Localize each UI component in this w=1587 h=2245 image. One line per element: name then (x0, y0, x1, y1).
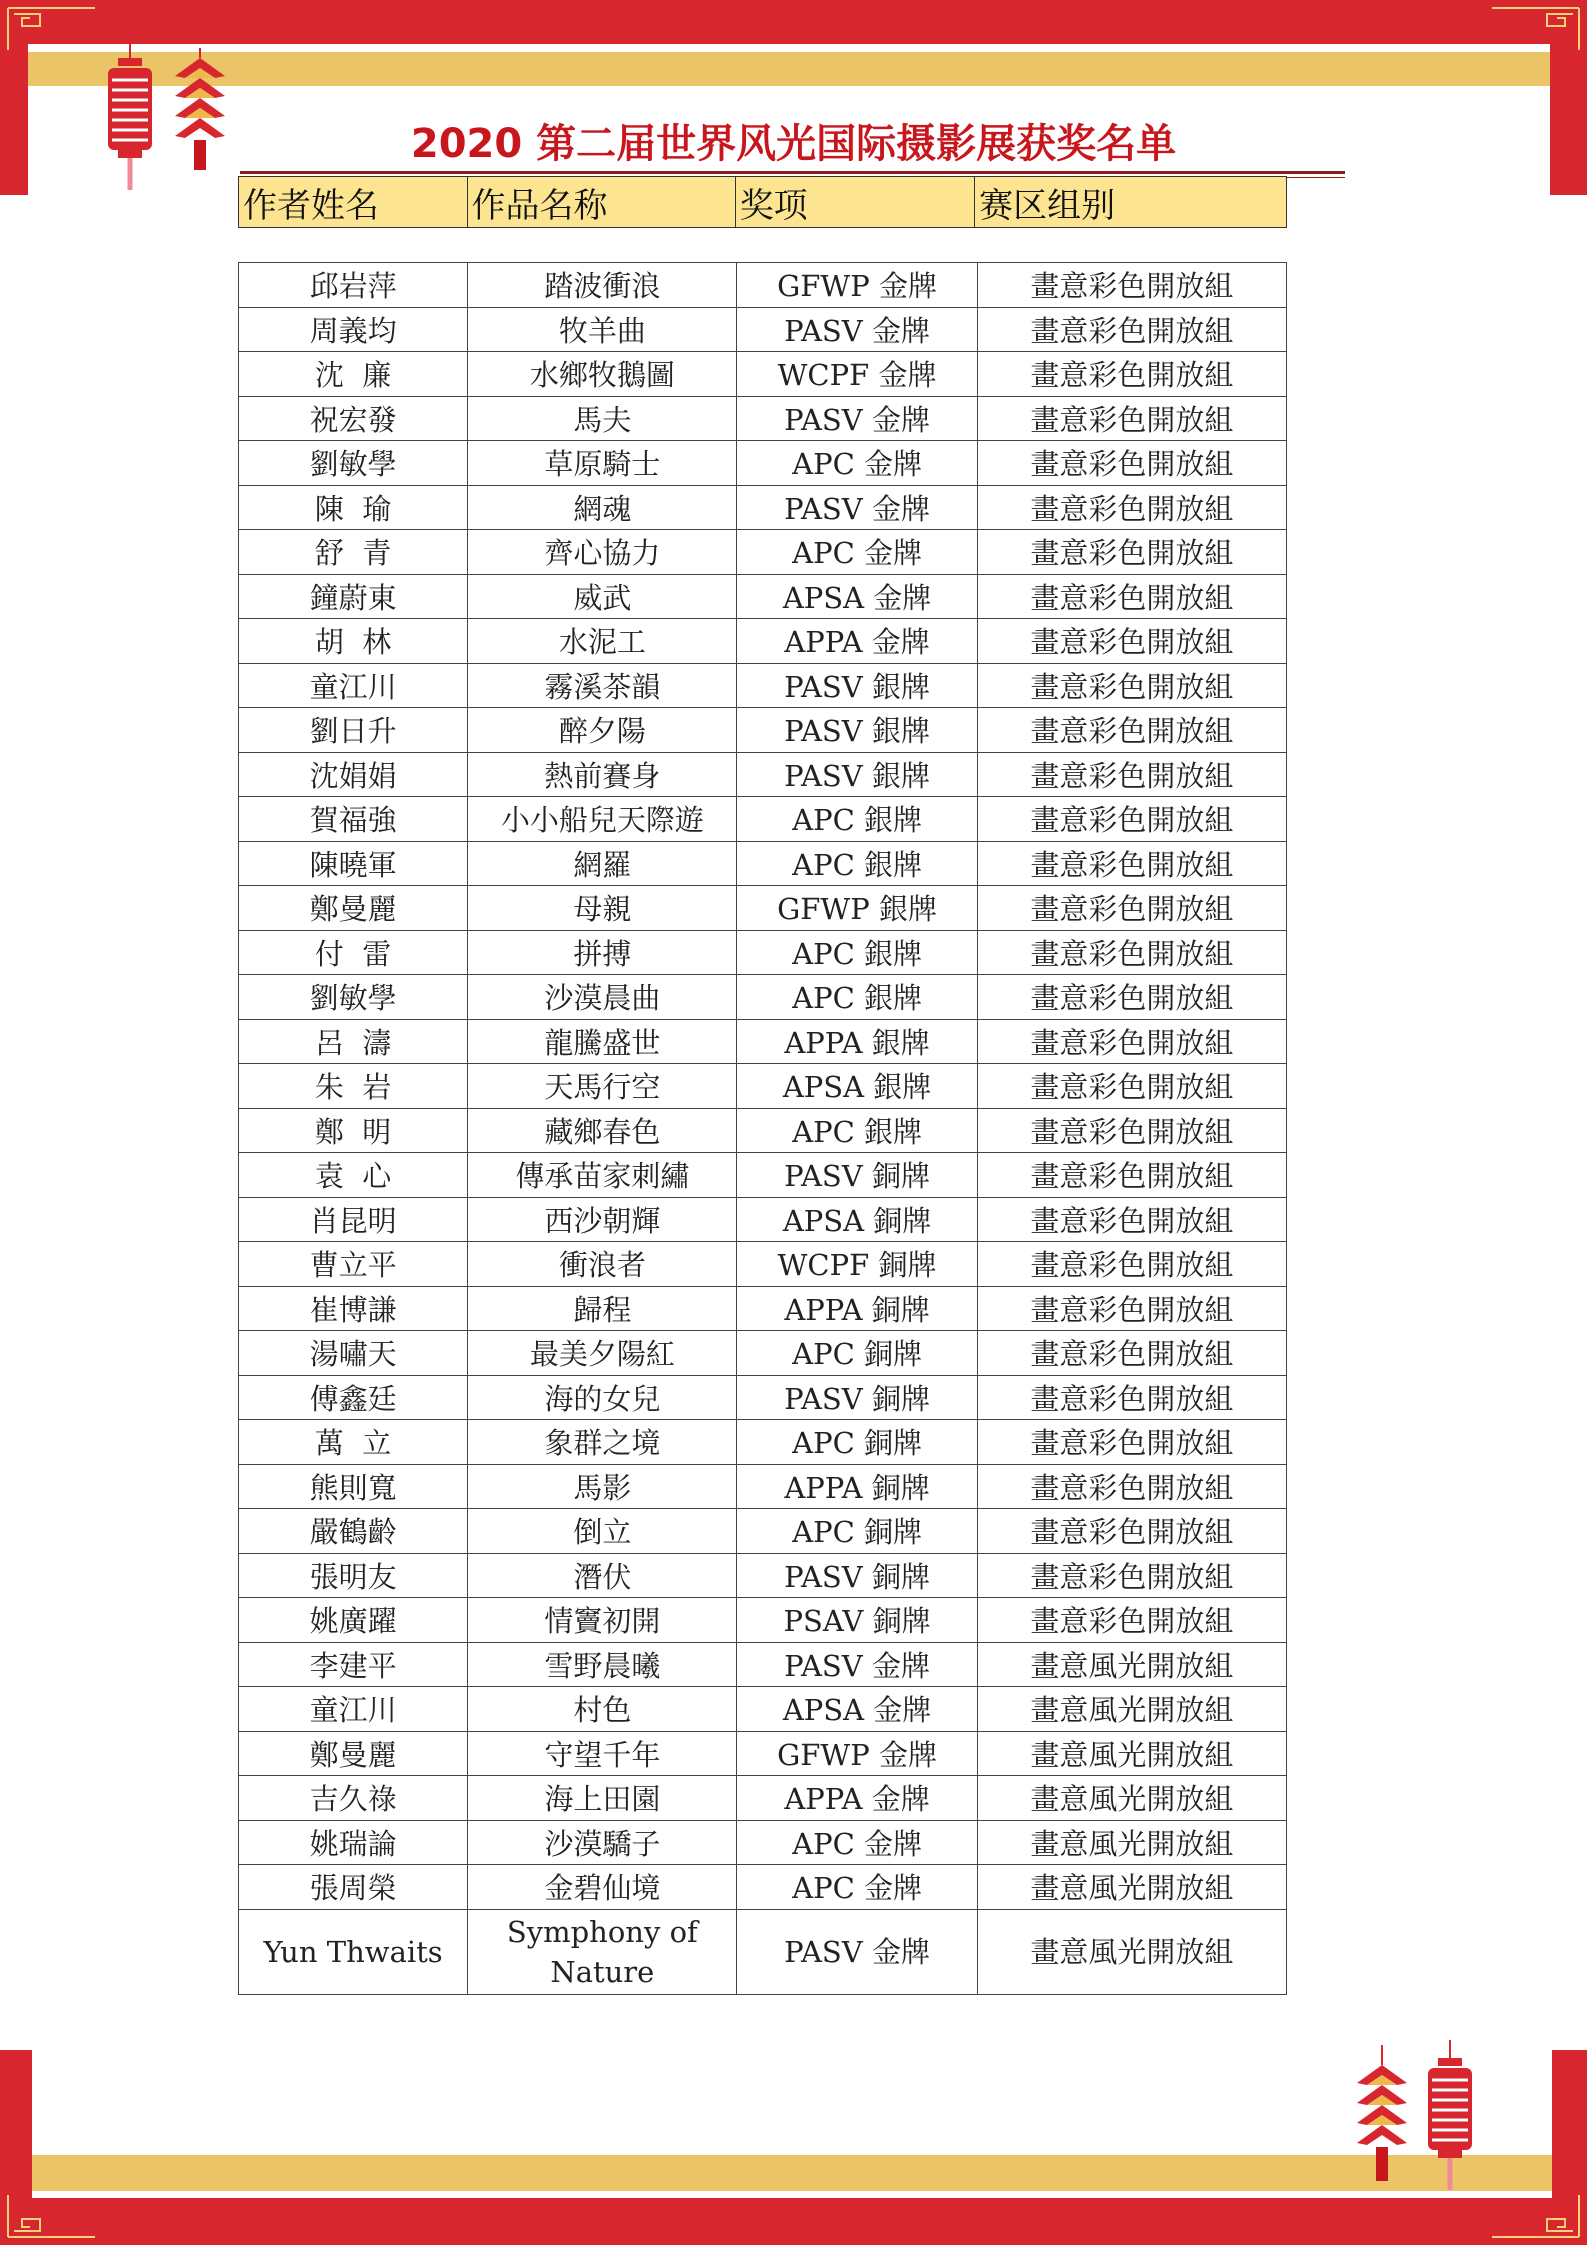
table-row (239, 1509, 1287, 1554)
cell-work: 威武 (468, 574, 737, 619)
cell-author: 賀福強 (239, 797, 468, 842)
frame-top-gold-band (28, 52, 1550, 86)
corner-ornament-top-left (0, 0, 110, 60)
cell-work: 龍騰盛世 (468, 1019, 737, 1064)
cell-author: 呂 濤 (239, 1019, 468, 1064)
cell-award: APC 銀牌 (737, 975, 977, 1020)
cell-award: PASV 金牌 (737, 1909, 977, 1994)
table-row (239, 1553, 1287, 1598)
table-row (239, 1286, 1287, 1331)
cell-division: 畫意彩色開放組 (977, 263, 1286, 308)
cell-author: 吉久祿 (239, 1776, 468, 1821)
cell-award: APPA 金牌 (737, 619, 977, 664)
cell-author: 劉敏學 (239, 975, 468, 1020)
table-row (239, 1375, 1287, 1420)
cell-work: 天馬行空 (468, 1064, 737, 1109)
cell-work: 水鄉牧鵝圖 (468, 352, 737, 397)
cell-division: 畫意彩色開放組 (977, 1108, 1286, 1153)
table-row (239, 263, 1287, 308)
cell-division: 畫意彩色開放組 (977, 1286, 1286, 1331)
cell-author: 姚廣躍 (239, 1598, 468, 1643)
cell-work: 馬夫 (468, 396, 737, 441)
cell-division: 畫意風光開放組 (977, 1687, 1286, 1732)
cell-work: 雪野晨曦 (468, 1642, 737, 1687)
cell-award: APC 銀牌 (737, 797, 977, 842)
table-row (239, 1019, 1287, 1064)
cell-work: 網魂 (468, 485, 737, 530)
cell-work: 網羅 (468, 841, 737, 886)
table-row (239, 752, 1287, 797)
cell-award: PASV 銀牌 (737, 663, 977, 708)
cell-author: 陳 瑜 (239, 485, 468, 530)
cell-author: 鄭曼麗 (239, 886, 468, 931)
cell-award: PSAV 銅牌 (737, 1598, 977, 1643)
cell-division: 畫意彩色開放組 (977, 841, 1286, 886)
corner-ornament-bottom-left (0, 2185, 110, 2245)
cell-work: 守望千年 (468, 1731, 737, 1776)
cell-author: Yun Thwaits (239, 1909, 468, 1994)
cell-work: 海上田園 (468, 1776, 737, 1821)
cell-award: APC 銅牌 (737, 1509, 977, 1554)
cell-work: 齊心協力 (468, 530, 737, 575)
page-title: 2020 第二届世界风光国际摄影展获奖名单 (410, 121, 1177, 167)
cell-division: 畫意風光開放組 (977, 1820, 1286, 1865)
cell-division: 畫意彩色開放組 (977, 1019, 1286, 1064)
cell-author: 傅鑫廷 (239, 1375, 468, 1420)
cell-author: 童江川 (239, 663, 468, 708)
cell-author: 熊則寬 (239, 1464, 468, 1509)
cell-division: 畫意彩色開放組 (977, 441, 1286, 486)
table-row (239, 1820, 1287, 1865)
cell-division: 畫意風光開放組 (977, 1642, 1286, 1687)
cell-division: 畫意彩色開放組 (977, 307, 1286, 352)
cell-award: WCPF 銅牌 (737, 1242, 977, 1287)
table-row (239, 663, 1287, 708)
cell-author: 沈娟娟 (239, 752, 468, 797)
cell-award: APC 銀牌 (737, 930, 977, 975)
table-row (239, 975, 1287, 1020)
cell-award: PASV 金牌 (737, 396, 977, 441)
table-row (239, 1153, 1287, 1198)
cell-work: 霧溪茶韻 (468, 663, 737, 708)
table-row (239, 1108, 1287, 1153)
cell-division: 畫意彩色開放組 (977, 1064, 1286, 1109)
cell-award: APC 金牌 (737, 1865, 977, 1910)
cell-award: PASV 銀牌 (737, 752, 977, 797)
cell-award: PASV 金牌 (737, 1642, 977, 1687)
cell-award: PASV 金牌 (737, 307, 977, 352)
table-row (239, 1598, 1287, 1643)
cell-award: PASV 銅牌 (737, 1153, 977, 1198)
cell-award: APSA 金牌 (737, 1687, 977, 1732)
cell-author: 李建平 (239, 1642, 468, 1687)
header-table (238, 176, 1287, 228)
cell-author: 姚瑞論 (239, 1820, 468, 1865)
cell-author: 祝宏發 (239, 396, 468, 441)
cell-award: APC 銅牌 (737, 1420, 977, 1465)
cell-award: APPA 銅牌 (737, 1286, 977, 1331)
cell-award: PASV 銅牌 (737, 1553, 977, 1598)
cell-work: 牧羊曲 (468, 307, 737, 352)
cell-award: APPA 金牌 (737, 1776, 977, 1821)
corner-ornament-bottom-right (1477, 2185, 1587, 2245)
cell-division: 畫意彩色開放組 (977, 1553, 1286, 1598)
cell-work: 水泥工 (468, 619, 737, 664)
cell-author: 邱岩萍 (239, 263, 468, 308)
cell-division: 畫意彩色開放組 (977, 1153, 1286, 1198)
cell-award: APPA 銀牌 (737, 1019, 977, 1064)
table-row (239, 1064, 1287, 1109)
cell-award: APC 金牌 (737, 441, 977, 486)
cell-work: 象群之境 (468, 1420, 737, 1465)
cell-work: 歸程 (468, 1286, 737, 1331)
cell-work: 沙漠晨曲 (468, 975, 737, 1020)
cell-division: 畫意風光開放組 (977, 1776, 1286, 1821)
table-row (239, 1420, 1287, 1465)
cell-division: 畫意彩色開放組 (977, 485, 1286, 530)
cell-author: 周義均 (239, 307, 468, 352)
cell-author: 鄭曼麗 (239, 1731, 468, 1776)
cell-author: 付 雷 (239, 930, 468, 975)
cell-work: 西沙朝輝 (468, 1197, 737, 1242)
cell-author: 鐘蔚東 (239, 574, 468, 619)
cell-award: APSA 銅牌 (737, 1197, 977, 1242)
cell-division: 畫意彩色開放組 (977, 1598, 1286, 1643)
cell-work: 熱前賽身 (468, 752, 737, 797)
cell-work: 馬影 (468, 1464, 737, 1509)
cell-work: 金碧仙境 (468, 1865, 737, 1910)
header-author: 作者姓名 (239, 177, 468, 228)
table-row (239, 1865, 1287, 1910)
header-division: 赛区组别 (975, 177, 1287, 228)
table-row (239, 619, 1287, 664)
header-row (239, 177, 1287, 228)
cell-author: 鄭 明 (239, 1108, 468, 1153)
frame-bottom-gold-band (32, 2155, 1552, 2191)
cell-work: 拼搏 (468, 930, 737, 975)
cell-work: 草原騎士 (468, 441, 737, 486)
cell-award: PASV 銅牌 (737, 1375, 977, 1420)
cell-work: 傳承苗家刺繡 (468, 1153, 737, 1198)
cell-author: 朱 岩 (239, 1064, 468, 1109)
cell-division: 畫意彩色開放組 (977, 663, 1286, 708)
cell-work: 海的女兒 (468, 1375, 737, 1420)
cell-author: 沈 廉 (239, 352, 468, 397)
cell-author: 張周榮 (239, 1865, 468, 1910)
table-row (239, 886, 1287, 931)
cell-award: PASV 金牌 (737, 485, 977, 530)
cell-division: 畫意彩色開放組 (977, 1242, 1286, 1287)
table-row (239, 1197, 1287, 1242)
cell-division: 畫意彩色開放組 (977, 530, 1286, 575)
cell-award: APC 銀牌 (737, 841, 977, 886)
table-row (239, 1731, 1287, 1776)
cell-author: 陳曉軍 (239, 841, 468, 886)
cell-work: 最美夕陽紅 (468, 1331, 737, 1376)
cell-work: 潛伏 (468, 1553, 737, 1598)
table-row (239, 1909, 1287, 1994)
cell-author: 萬 立 (239, 1420, 468, 1465)
cell-author: 肖昆明 (239, 1197, 468, 1242)
cell-author: 崔博謙 (239, 1286, 468, 1331)
table-row (239, 485, 1287, 530)
cell-author: 曹立平 (239, 1242, 468, 1287)
cell-award: APC 金牌 (737, 1820, 977, 1865)
cell-division: 畫意彩色開放組 (977, 396, 1286, 441)
cell-award: GFWP 銀牌 (737, 886, 977, 931)
table-row (239, 307, 1287, 352)
cell-author: 湯嘯天 (239, 1331, 468, 1376)
cell-author: 嚴鶴齡 (239, 1509, 468, 1554)
cell-division: 畫意風光開放組 (977, 1909, 1286, 1994)
cell-author: 胡 林 (239, 619, 468, 664)
table-row (239, 841, 1287, 886)
table-row (239, 441, 1287, 486)
cell-award: GFWP 金牌 (737, 263, 977, 308)
title-rule (240, 171, 1345, 174)
cell-work: 踏波衝浪 (468, 263, 737, 308)
table-row (239, 1331, 1287, 1376)
cell-division: 畫意風光開放組 (977, 1731, 1286, 1776)
cell-division: 畫意風光開放組 (977, 1865, 1286, 1910)
table-row (239, 1642, 1287, 1687)
table-row (239, 352, 1287, 397)
cell-author: 劉日升 (239, 708, 468, 753)
table-row (239, 1242, 1287, 1287)
cell-work: 衝浪者 (468, 1242, 737, 1287)
cell-work: 醉夕陽 (468, 708, 737, 753)
table-row (239, 930, 1287, 975)
cell-work: 沙漠驕子 (468, 1820, 737, 1865)
cell-division: 畫意彩色開放組 (977, 708, 1286, 753)
awards-table (238, 262, 1287, 1995)
cell-award: PASV 銀牌 (737, 708, 977, 753)
cell-award: APPA 銅牌 (737, 1464, 977, 1509)
cell-division: 畫意彩色開放組 (977, 886, 1286, 931)
table-row (239, 396, 1287, 441)
cell-author: 舒 青 (239, 530, 468, 575)
cell-author: 童江川 (239, 1687, 468, 1732)
cell-division: 畫意彩色開放組 (977, 1464, 1286, 1509)
cell-work: 藏鄉春色 (468, 1108, 737, 1153)
cell-division: 畫意彩色開放組 (977, 1420, 1286, 1465)
table-row (239, 1687, 1287, 1732)
table-row (239, 797, 1287, 842)
cell-division: 畫意彩色開放組 (977, 352, 1286, 397)
table-row (239, 1464, 1287, 1509)
cell-author: 張明友 (239, 1553, 468, 1598)
cell-division: 畫意彩色開放組 (977, 797, 1286, 842)
frame-bottom-bar (0, 2198, 1587, 2245)
cell-division: 畫意彩色開放組 (977, 1375, 1286, 1420)
cell-work: 倒立 (468, 1509, 737, 1554)
cell-division: 畫意彩色開放組 (977, 1331, 1286, 1376)
cell-division: 畫意彩色開放組 (977, 930, 1286, 975)
cell-author: 劉敏學 (239, 441, 468, 486)
cell-award: APSA 金牌 (737, 574, 977, 619)
cell-division: 畫意彩色開放組 (977, 1509, 1286, 1554)
cell-award: APSA 銀牌 (737, 1064, 977, 1109)
cell-division: 畫意彩色開放組 (977, 619, 1286, 664)
lantern-icon (1420, 2040, 1480, 2200)
cell-award: APC 銀牌 (737, 1108, 977, 1153)
cell-division: 畫意彩色開放組 (977, 752, 1286, 797)
cell-work: 情竇初開 (468, 1598, 737, 1643)
cell-author: 袁 心 (239, 1153, 468, 1198)
cell-award: APC 金牌 (737, 530, 977, 575)
cell-division: 畫意彩色開放組 (977, 574, 1286, 619)
header-work: 作品名称 (467, 177, 735, 228)
cell-work: 小小船兒天際遊 (468, 797, 737, 842)
table-row (239, 708, 1287, 753)
frame-top-bar (0, 0, 1587, 44)
corner-ornament-top-right (1477, 0, 1587, 60)
cell-award: WCPF 金牌 (737, 352, 977, 397)
cell-award: GFWP 金牌 (737, 1731, 977, 1776)
table-row (239, 574, 1287, 619)
cell-work: 母親 (468, 886, 737, 931)
cell-division: 畫意彩色開放組 (977, 975, 1286, 1020)
cell-work: Symphony of Nature (468, 1909, 737, 1994)
cell-award: APC 銅牌 (737, 1331, 977, 1376)
header-award: 奖项 (735, 177, 974, 228)
cell-work: 村色 (468, 1687, 737, 1732)
cell-division: 畫意彩色開放組 (977, 1197, 1286, 1242)
table-row (239, 1776, 1287, 1821)
table-row (239, 530, 1287, 575)
firecracker-icon (1352, 2045, 1412, 2195)
